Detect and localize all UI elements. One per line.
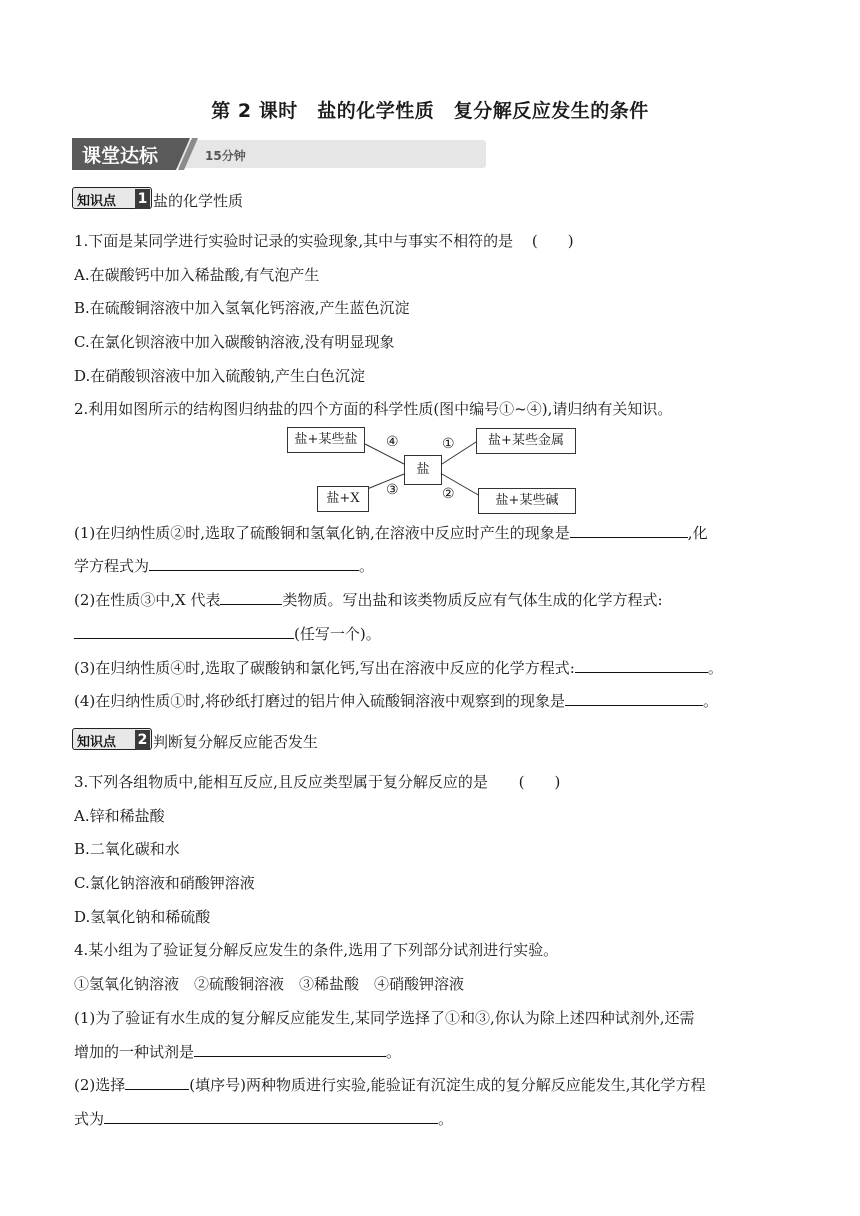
q4-reagent-list: ①氢氧化钠溶液 ②硫酸铜溶液 ③稀盐酸 ④硝酸钾溶液 (74, 975, 465, 993)
q1-option-b: B.在硫酸铜溶液中加入氢氧化钙溶液,产生蓝色沉淀 (74, 299, 410, 317)
q1-option-d: D.在硝酸钡溶液中加入硫酸钠,产生白色沉淀 (74, 367, 366, 385)
question-4-stem: 4.某小组为了验证复分解反应发生的条件,选用了下列部分试剂进行实验。 (74, 941, 559, 959)
answer-blank[interactable] (125, 1074, 189, 1090)
salt-properties-diagram (284, 422, 584, 517)
diagram-number-4: ④ (386, 434, 399, 450)
question-2-stem: 2.利用如图所示的结构图归纳盐的四个方面的科学性质(图中编号①~④),请归纳有关知识。 (74, 400, 673, 418)
kp-number: 1 (135, 189, 150, 209)
answer-blank[interactable] (220, 589, 282, 605)
q1-option-c: C.在氯化钡溶液中加入碳酸钠溶液,没有明显现象 (74, 333, 395, 351)
kp-tag-label: 知识点 (77, 735, 117, 750)
answer-blank[interactable] (570, 522, 688, 538)
diagram-box-salt-plus-base: 盐+某些碱 (478, 488, 576, 514)
q3-option-b: B.二氧化碳和水 (74, 840, 180, 858)
kp-number: 2 (135, 730, 150, 750)
q4-part-1-line-1: (1)为了验证有水生成的复分解反应能发生,某同学选择了①和③,你认为除上述四种试剂外,还需 (74, 1009, 695, 1027)
q2-part-2-line-2: (任写一个)。 (74, 623, 381, 644)
diagram-box-salt-plus-x: 盐+X (317, 486, 369, 512)
diagram-box-salt-plus-metal: 盐+某些金属 (476, 428, 576, 454)
answer-blank[interactable] (575, 657, 708, 673)
q4-part-2-line-1: (2)选择 (填序号)两种物质进行实验,能验证有沉淀生成的复分解反应能发生,其化学方程 (74, 1076, 706, 1094)
knowledge-point-1-title: 盐的化学性质 (153, 192, 244, 210)
q2-part-4: (4)在归纳性质①时,将砂纸打磨过的铝片伸入硫酸铜溶液中观察到的现象是 。 (74, 692, 719, 710)
kp-tag-label: 知识点 (77, 194, 117, 209)
answer-blank[interactable] (565, 690, 703, 706)
answer-blank[interactable] (149, 555, 359, 571)
q2-part-2-line-1: (2)在性质③中,X 代表 类物质。写出盐和该类物质反应有气体生成的化学方程式: (74, 591, 663, 609)
banner-time: 15分钟 (205, 149, 246, 163)
q3-option-a: A.锌和稀盐酸 (74, 807, 165, 825)
diagram-box-salt-plus-salt: 盐+某些盐 (287, 427, 365, 453)
answer-blank[interactable] (74, 623, 294, 639)
diagram-number-1: ① (442, 436, 455, 452)
diagram-box-salt: 盐 (404, 455, 442, 485)
answer-blank[interactable] (104, 1108, 438, 1124)
question-1-stem: 1.下面是某同学进行实验时记录的实验现象,其中与事实不相符的是 ( ) (74, 232, 574, 250)
answer-parentheses: ( ) (531, 232, 574, 250)
diagram-number-3: ③ (386, 482, 399, 498)
page-title: 第 2 课时 盐的化学性质 复分解反应发生的条件 (211, 100, 649, 122)
answer-blank[interactable] (194, 1041, 386, 1057)
q3-option-d: D.氢氧化钠和稀硫酸 (74, 908, 211, 926)
q2-part-1-line-2: 学方程式为 。 (74, 557, 375, 575)
answer-parentheses: ( ) (518, 773, 561, 791)
q2-part-1-line-1: (1)在归纳性质②时,选取了硫酸铜和氢氧化钠,在溶液中反应时产生的现象是 ,化 (74, 524, 708, 542)
q1-option-a: A.在碳酸钙中加入稀盐酸,有气泡产生 (74, 266, 320, 284)
q4-part-2-line-2: 式为 。 (74, 1110, 454, 1128)
diagram-number-2: ② (442, 486, 455, 502)
knowledge-point-2-title: 判断复分解反应能否发生 (153, 733, 319, 751)
q3-option-c: C.氯化钠溶液和硝酸钾溶液 (74, 874, 255, 892)
q2-part-3: (3)在归纳性质④时,选取了碳酸钠和氯化钙,写出在溶液中反应的化学方程式: 。 (74, 659, 723, 677)
banner-label: 课堂达标 (82, 145, 159, 167)
question-3-stem: 3.下列各组物质中,能相互反应,且反应类型属于复分解反应的是 ( ) (74, 773, 561, 791)
q4-part-1-line-2: 增加的一种试剂是 。 (74, 1043, 402, 1061)
